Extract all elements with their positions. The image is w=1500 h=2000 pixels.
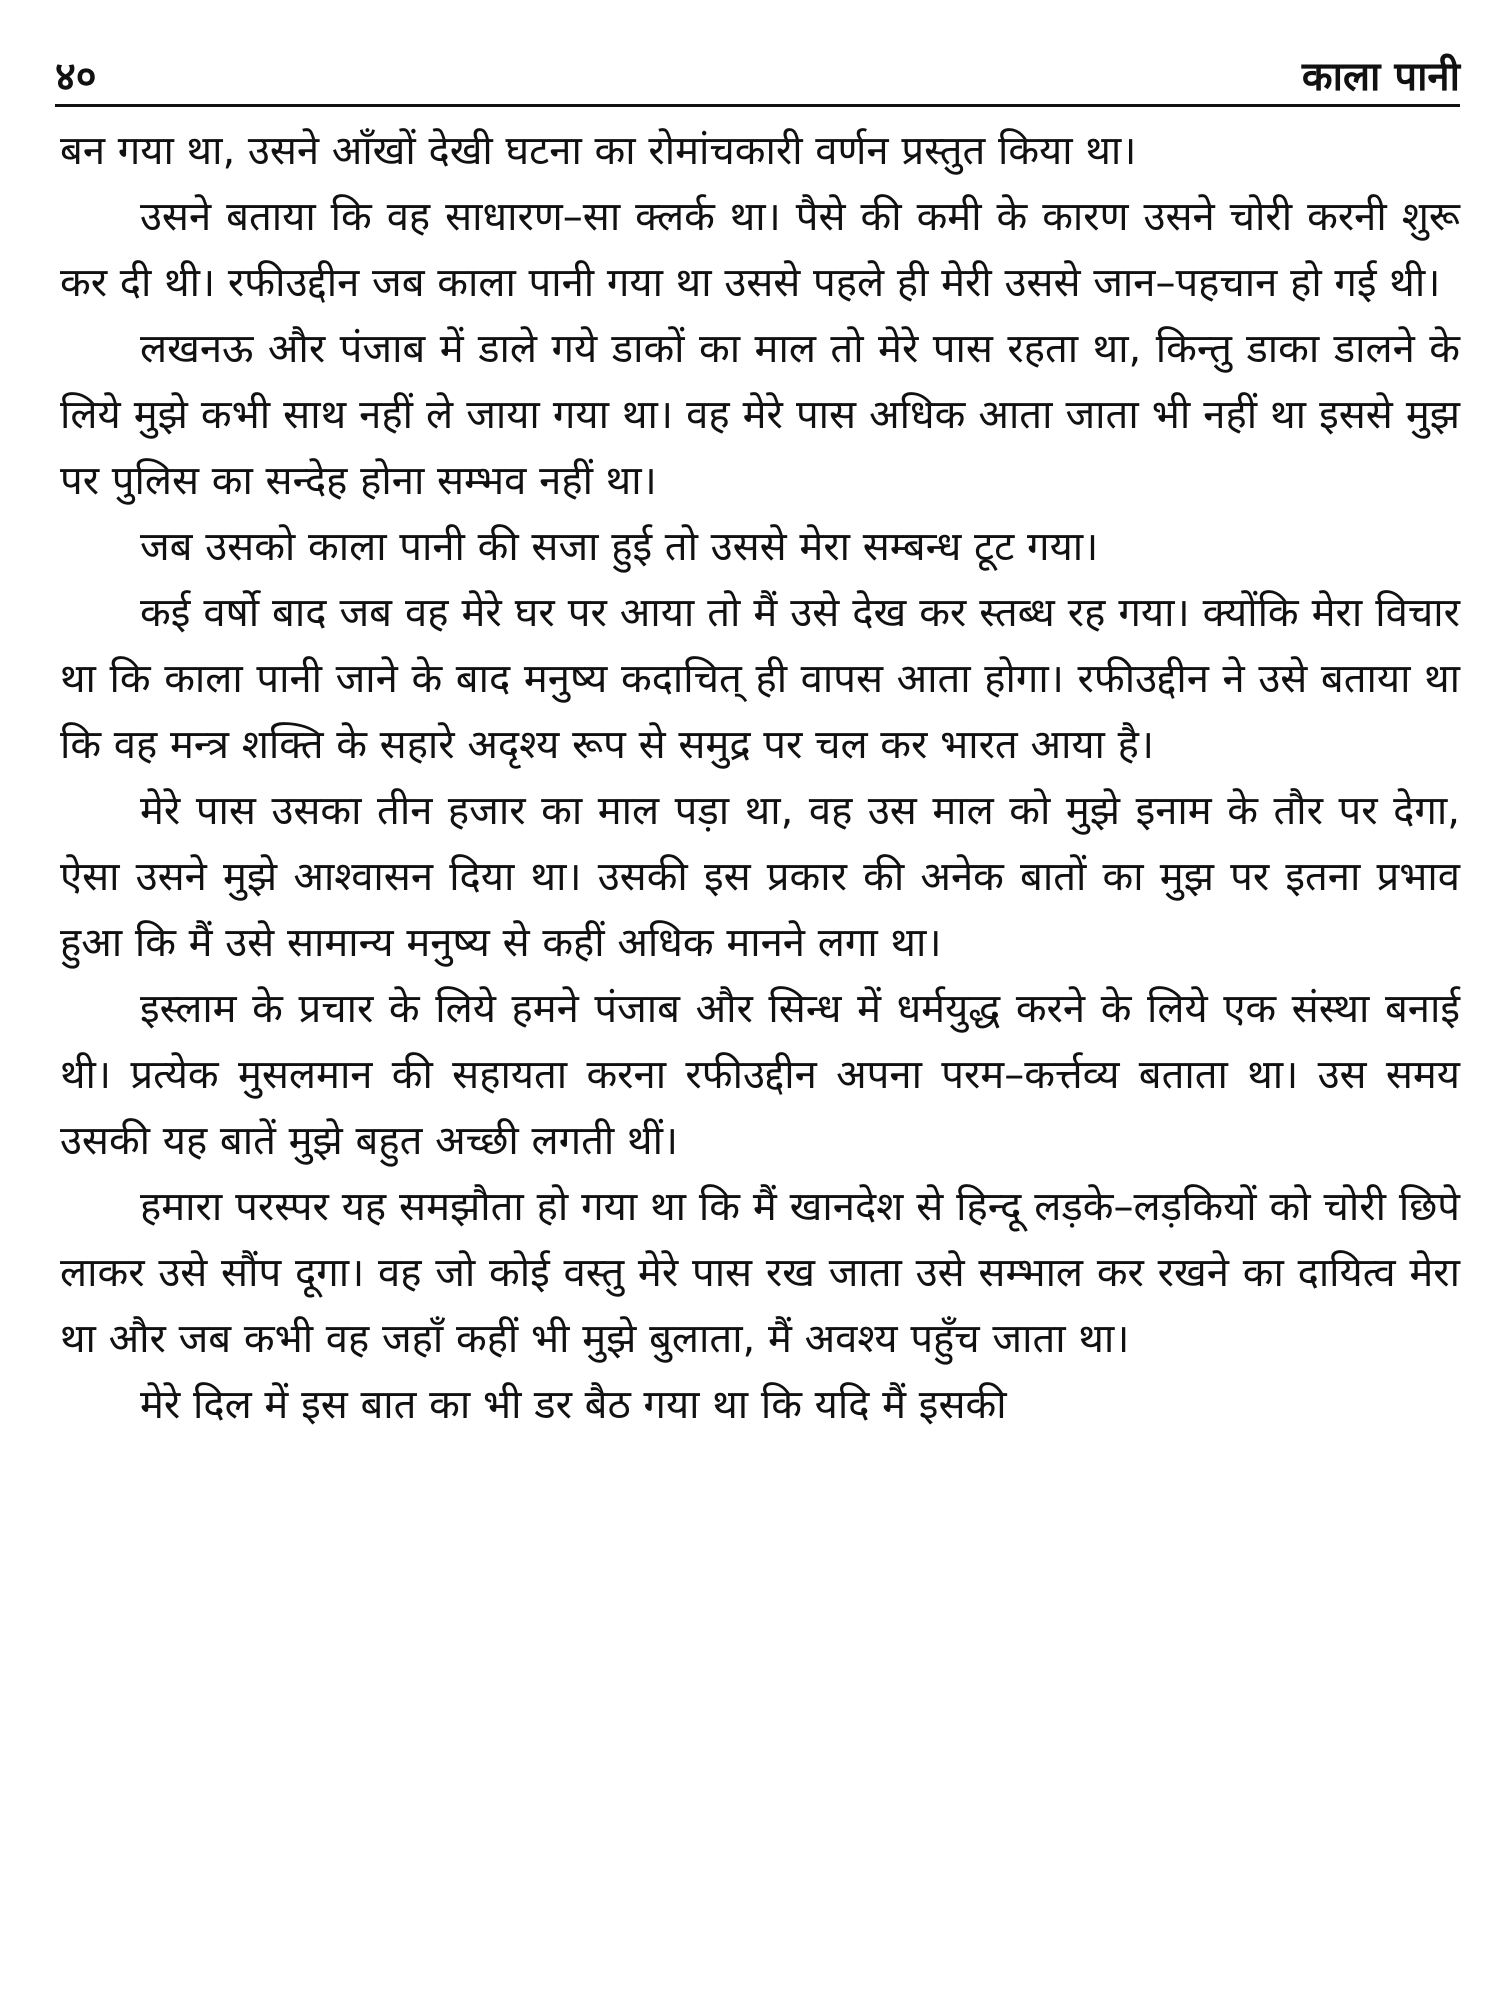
running-title: काला पानी [1301,54,1460,100]
paragraph: उसने बताया कि वह साधारण–सा क्लर्क था। पैसे की कमी के कारण उसने चोरी करनी शुरू कर दी थी। रफीउद्दीन जब काला पानी गया था उससे पहले ही मेरी उससे जान–पहचान हो गई थी। [60,194,1460,306]
paragraph: मेरे दिल में इस बात का भी डर बैठ गया था कि यदि मैं इसकी [140,1382,1007,1428]
paragraph: लखनऊ और पंजाब में डाले गये डाकों का माल तो मेरे पास रहता था, किन्तु डाका डालने के लिये मुझे कभी साथ नहीं ले जाया गया था। वह मेरे पास अधिक आता जाता भी नहीं था इससे मुझ पर पुलिस का सन्देह होना सम्भव नहीं था। [60,326,1460,504]
paragraph: हमारा परस्पर यह समझौता हो गया था कि मैं खानदेश से हिन्दू लड़के–लड़कियों को चोरी छिपे लाकर उसे सौंप दूगा। वह जो कोई वस्तु मेरे पास रख जाता उसे सम्भाल कर रखने का दायित्व मेरा था और जब कभी वह जहाँ कहीं भी मुझे बुलाता, मैं अवश्य पहुँच जाता था। [60,1184,1460,1362]
paragraph: इस्लाम के प्रचार के लिये हमने पंजाब और सिन्ध में धर्मयुद्ध करने के लिये एक संस्था बनाई थी। प्रत्येक मुसलमान की सहायता करना रफीउद्दीन अपना परम–कर्त्तव्य बताता था। उस समय उसकी यह बातें मुझे बहुत अच्छी लगती थीं। [60,986,1460,1164]
header-rule [55,104,1460,107]
paragraph: कई वर्षो बाद जब वह मेरे घर पर आया तो मैं उसे देख कर स्तब्ध रह गया। क्योंकि मेरा विचार था कि काला पानी जाने के बाद मनुष्य कदाचित् ही वापस आता होगा। रफीउद्दीन ने उसे बताया था कि वह मन्त्र शक्ति के सहारे अदृश्य रूप से समुद्र पर चल कर भारत आया है। [60,590,1460,768]
paragraph: बन गया था, उसने आँखों देखी घटना का रोमांचकारी वर्णन प्रस्तुत किया था। [60,128,1137,174]
page-number: ४० [55,54,97,100]
paragraph: मेरे पास उसका तीन हजार का माल पड़ा था, वह उस माल को मुझे इनाम के तौर पर देगा, ऐसा उसने मुझे आश्वासन दिया था। उसकी इस प्रकार की अनेक बातों का मुझ पर इतना प्रभाव हुआ कि मैं उसे सामान्य मनुष्य से कहीं अधिक मानने लगा था। [60,788,1460,966]
paragraph: जब उसको काला पानी की सजा हुई तो उससे मेरा सम्बन्ध टूट गया। [140,524,1099,570]
body-text [60,118,1460,1438]
page-header [55,52,1460,102]
